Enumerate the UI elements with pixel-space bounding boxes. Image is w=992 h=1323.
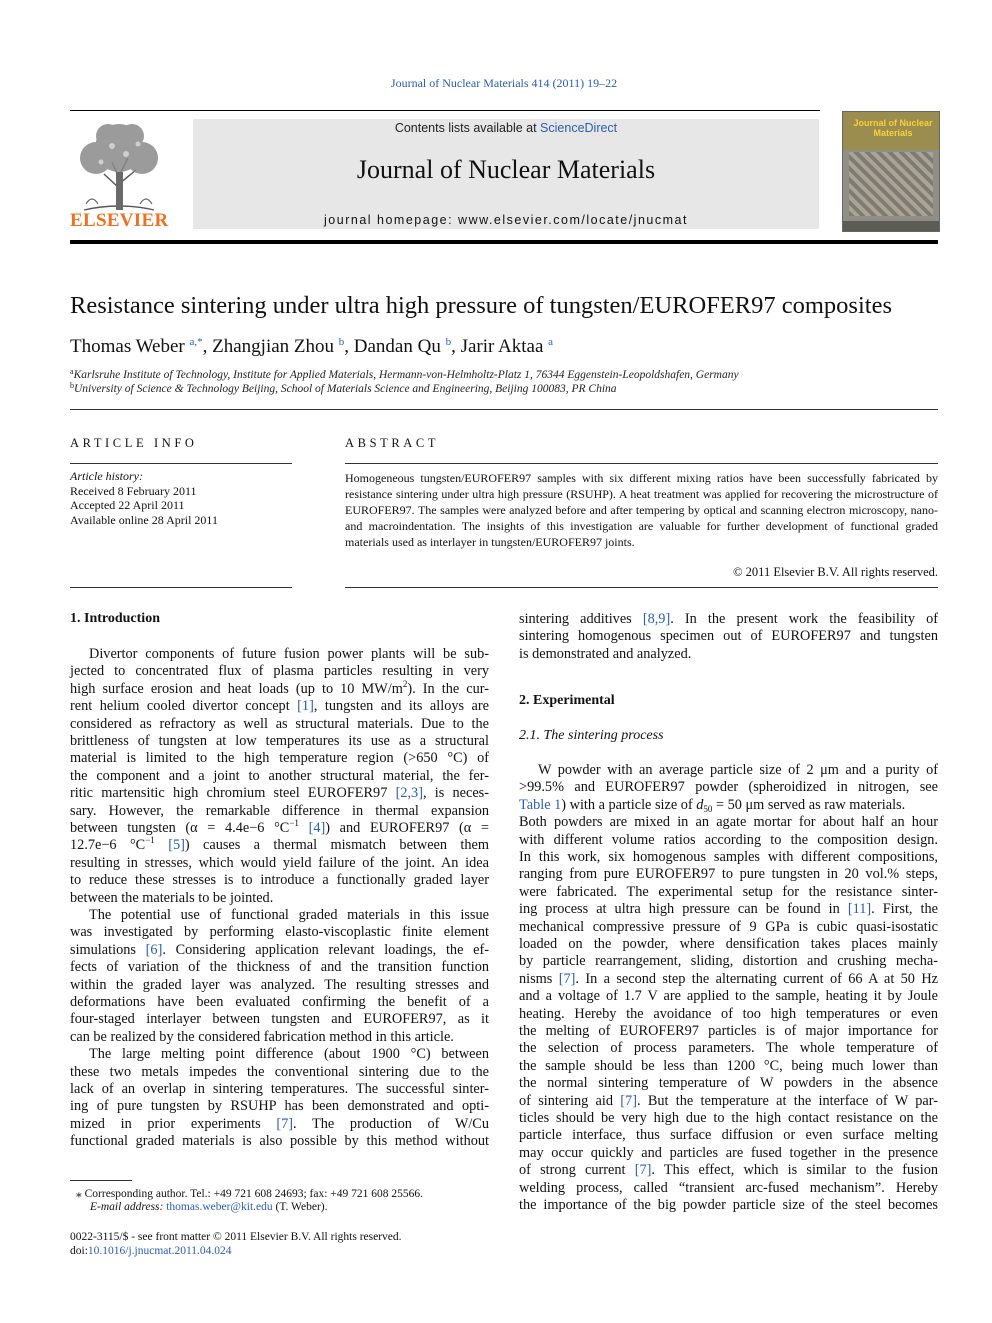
body-text-line: ranging from pure EUROFER97 to pure tungsten in 20 vol.% steps, xyxy=(519,866,938,883)
body-text-line: was investigated by performing elasto-viscoplastic finite element xyxy=(70,924,489,941)
body-text-line: resulting in stresses, which would yield failure of the joint. An idea xyxy=(70,854,489,871)
body-text-line: 12.7e−6 $^\circ C^{-1}$ [5]) causes a thermal mismatch between them xyxy=(70,835,490,854)
body-text-line: within the graded layer was analyzed. The resulting stresses and xyxy=(70,976,489,993)
abstract-bottom-rule xyxy=(345,587,938,588)
body-text-line: loaded on the powder, where densification takes places mainly xyxy=(519,936,938,952)
body-text-line: functional graded materials is also possible by this method without xyxy=(70,1133,489,1150)
author-name[interactable]: Jarir Aktaa xyxy=(460,336,544,357)
body-text-line: and a voltage of 1.7 V are applied to the sample, heating it by Joule xyxy=(519,988,938,1005)
cover-footer-band xyxy=(843,221,939,231)
body-text-line: heating. Hereby the avoidance of too high temperatures or even xyxy=(519,1005,938,1022)
body-text-line: jected to concentrated flux of plasma particles resulting in very xyxy=(70,663,489,680)
email-link[interactable]: thomas.weber@kit.edu xyxy=(166,1201,273,1213)
email-suffix: (T. Weber). xyxy=(272,1201,328,1213)
body-text-line: brittleness of tungsten at low temperatures its use as a structural xyxy=(70,733,489,749)
sciencedirect-link[interactable]: ScienceDirect xyxy=(540,121,618,135)
reference-link[interactable]: [11] xyxy=(847,901,872,918)
contents-line xyxy=(193,121,819,135)
doi-link[interactable]: 10.1016/j.jnucmat.2011.04.024 xyxy=(87,1245,232,1257)
body-text-line: of sintering aid [7]. But the temperature at the interface of W par- xyxy=(519,1092,938,1109)
reference-link[interactable]: [4] xyxy=(308,820,326,836)
header-rule xyxy=(70,110,820,111)
reference-link[interactable]: [1] xyxy=(297,698,314,715)
body-text-line: material is limited to the high temperature region (>650 °C) of xyxy=(70,750,489,767)
body-text-line: Both powders are mixed in an agate mortar for about half an hour xyxy=(519,814,938,831)
header-thick-rule xyxy=(70,240,938,244)
abstract-heading: ABSTRACT xyxy=(345,436,440,450)
body-text-line: sary. However, the remarkable difference in thermal expansion xyxy=(70,802,489,819)
author-affiliation-marker[interactable]: b xyxy=(338,336,345,348)
body-text-line: four-staged interlayer between tungsten and EUROFER97, as it xyxy=(70,1011,489,1028)
article-info-rule xyxy=(70,463,292,464)
body-text-line: with different volume ratios according to the composition design. xyxy=(519,831,938,848)
body-text-line: the sample should be less than 1200 °C, being much lower than xyxy=(519,1057,938,1074)
body-text-line: ticles should be very high due to the high contact resistance on the xyxy=(519,1110,938,1126)
body-text-line: the melting of EUROFER97 particles is of major importance for xyxy=(519,1023,938,1039)
email-label: E-mail address: xyxy=(90,1201,164,1213)
body-text-line: were fabricated. The experimental setup for the resistance sinter- xyxy=(519,883,938,900)
body-text-line: can be realized by the considered fabrication method in this article. xyxy=(70,1028,454,1045)
author-affiliation-marker[interactable]: a xyxy=(548,336,554,348)
body-text-line: the selection of process parameters. The whole temperature of xyxy=(519,1040,938,1057)
corresponding-author-note: ⁎ Corresponding author. Tel.: +49 721 608 24693; fax: +49 721 608 25566. xyxy=(76,1188,424,1200)
body-text-line: the normal sintering temperature of W powders in the absence xyxy=(519,1075,938,1092)
author-name[interactable]: Dandan Qu xyxy=(353,336,441,357)
body-text-line: simulations [6]. Considering application relevant loadings, the ef- xyxy=(70,941,489,958)
body-text-line: these two metals impedes the conventional sintering due to the xyxy=(70,1063,489,1080)
body-text-line: mized in prior experiments [7]. The production of W/Cu xyxy=(70,1115,489,1132)
article-info-heading: ARTICLE INFO xyxy=(70,436,198,450)
elsevier-wordmark: ELSEVIER xyxy=(70,210,169,231)
body-text-line: sintering additives [8,9]. In the present work the feasibility of xyxy=(519,611,938,627)
journal-cover-thumbnail[interactable] xyxy=(842,111,940,232)
body-text-line: ritic martensitic high chromium steel EUROFER97 [2,3], is neces- xyxy=(70,785,489,802)
body-text-line: ing of pure tungsten by RSUHP has been demonstrated and opti- xyxy=(70,1098,489,1115)
author-list: Thomas Weber $^{a,*}$, Zhangjian Zhou $^b$, Dandan Qu $^b$, Jarir Aktaa $^a$ xyxy=(70,336,554,357)
journal-homepage-link[interactable]: journal homepage: www.elsevier.com/locate/jnucmat xyxy=(324,213,688,227)
body-text-line: the component and a joint to another structural material, the fer- xyxy=(70,767,489,784)
body-text-line: considered as refractory as well as structural materials. Due to the xyxy=(70,715,489,732)
body-text-line: particle interface, thus surface diffusion or even surface melting xyxy=(519,1127,938,1144)
body-text-line: of strong current [7]. This effect, which is similar to the fusion xyxy=(519,1162,939,1179)
body-text-line: nisms [7]. In a second step the alternating current of 66 A at 50 Hz xyxy=(519,970,938,987)
doi-label: doi: xyxy=(70,1245,88,1257)
subsection-heading-sintering: 2.1. The sintering process xyxy=(519,728,664,743)
body-text-line: may occur quickly and particles are fused together in the presence xyxy=(519,1144,938,1161)
body-text-line: to reduce these stresses is to introduce a functionally graded layer xyxy=(70,872,489,889)
journal-title: Journal of Nuclear Materials xyxy=(356,155,656,184)
history-label: Article history: xyxy=(70,469,143,483)
reference-link[interactable]: [8,9] xyxy=(642,611,671,627)
affiliation-rule xyxy=(70,409,938,410)
author-affiliation-marker[interactable]: b xyxy=(445,336,452,348)
journal-citation[interactable]: Journal of Nuclear Materials 414 (2011) 19–22 xyxy=(390,76,618,90)
article-title: Resistance sintering under ultra high pressure of tungsten/EUROFER97 composites xyxy=(70,292,892,319)
contents-prefix: Contents lists available at xyxy=(394,121,541,135)
body-text-line: the importance of the big powder particle size of the steel becomes xyxy=(519,1197,938,1213)
body-text-line: high surface erosion and heat loads (up to 10 $MW/m^2$). In the cur- xyxy=(70,678,489,697)
body-text-line: welding process, called “transient arc-fused mechanism”. Hereby xyxy=(519,1179,938,1196)
affiliation-a: $^a$Karlsruhe Institute of Technology, Institute for Applied Materials, Hermann-von-Helmholtz-Platz 1, 76344 Eggenstein-Leopoldshafen, Germany xyxy=(70,367,739,381)
body-text-line: Table 1) with a particle size of $d_{50} = 50$ μm served as raw materials. xyxy=(519,796,906,814)
body-text-line: rent helium cooled divertor concept [1], tungsten and its alloys are xyxy=(70,698,489,715)
author-name[interactable]: Zhangjian Zhou xyxy=(212,336,335,357)
author-name[interactable]: Thomas Weber xyxy=(70,336,185,357)
body-text-line: between tungsten (α = 4.4e−6 $^\circ C^{-1}$ [4]) and EUROFER97 (α = xyxy=(70,818,489,836)
body-text-line: between the materials to be jointed. xyxy=(70,889,274,906)
section-heading-introduction: 1. Introduction xyxy=(70,611,160,626)
abstract-rule xyxy=(345,463,938,464)
reference-link[interactable]: [2,3] xyxy=(395,785,423,802)
cover-title: Journal of Nuclear Materials xyxy=(853,118,933,138)
email-note xyxy=(90,1201,328,1213)
body-text-line: Divertor components of future fusion power plants will be sub- xyxy=(89,646,489,662)
affiliation-b: $^b$University of Science & Technology Beijing, School of Materials Science and Engineering, Beijing 100083, PR China xyxy=(70,381,617,395)
body-text-line: lack of an overlap in sintering temperatures. The successful sinter- xyxy=(70,1081,489,1097)
author-affiliation-marker[interactable]: a,* xyxy=(189,336,203,348)
body-text-line: is demonstrated and analyzed. xyxy=(519,645,692,662)
body-text-line: The large melting point difference (about 1900 °C) between xyxy=(89,1046,489,1063)
body-text-line: ing process at ultra high pressure can be found in [11]. First, the xyxy=(519,901,938,918)
body-text-line: deformations have been evaluated confirming the benefit of a xyxy=(70,994,489,1010)
reference-link[interactable]: Table 1 xyxy=(519,796,562,813)
online-date: Available online 28 April 2011 xyxy=(70,512,218,527)
reference-link[interactable]: [7] xyxy=(558,970,576,987)
abstract-text: Homogeneous tungsten/EUROFER97 samples with six different mixing ratios have been successfully fabricated by resistance sintering under ultra high pressure (RSUHP). A heat treatment was applied for recovering the microstructure of EUROFER97. The samples were analyzed before and after tempering by optical and scanning electron microscopy, nano- and macroindentation. The insights of this investigation are valuable for further development of functional graded materials used as interlayer in tungsten/EUROFER97 joints. xyxy=(345,471,938,549)
reference-link[interactable]: [5] xyxy=(168,837,185,854)
footnote-rule xyxy=(70,1180,132,1181)
body-text-line: In this work, six homogenous samples with different compositions, xyxy=(519,849,938,865)
article-history xyxy=(70,469,218,527)
reference-link[interactable]: [7] xyxy=(276,1115,294,1132)
reference-link[interactable]: [7] xyxy=(620,1092,637,1109)
reference-link[interactable]: [6] xyxy=(145,941,163,958)
article-info-bottom-rule xyxy=(70,587,292,588)
cover-image xyxy=(849,152,933,216)
abstract-copyright: © 2011 Elsevier B.V. All rights reserved. xyxy=(733,565,938,579)
reference-link[interactable]: [7] xyxy=(634,1162,652,1179)
issn-line: 0022-3115/$ - see front matter © 2011 Elsevier B.V. All rights reserved. xyxy=(70,1231,402,1243)
received-date: Received 8 February 2011 xyxy=(70,483,197,498)
body-text-line: sintering homogenous specimen out of EUROFER97 and tungsten xyxy=(519,628,938,645)
journal-banner xyxy=(193,119,819,229)
body-text-line: >99.5% and EUROFER97 powder (spheroidized in nitrogen, see xyxy=(519,779,938,796)
doi-line xyxy=(70,1245,232,1257)
body-text-line: W powder with an average particle size of 2 μm and a purity of xyxy=(538,762,938,778)
body-text-line: by particle rearrangement, sliding, distortion and crushing mecha- xyxy=(519,953,938,970)
body-text-line: The potential use of functional graded materials in this issue xyxy=(89,907,489,923)
section-heading-experimental: 2. Experimental xyxy=(519,693,615,708)
accepted-date: Accepted 22 April 2011 xyxy=(70,498,185,512)
body-text-line: fects of variation of the thickness of and the transition function xyxy=(70,959,489,976)
body-text-line: mechanical compressive pressure of 9 GPa is cubic quasi-isostatic xyxy=(519,918,938,935)
